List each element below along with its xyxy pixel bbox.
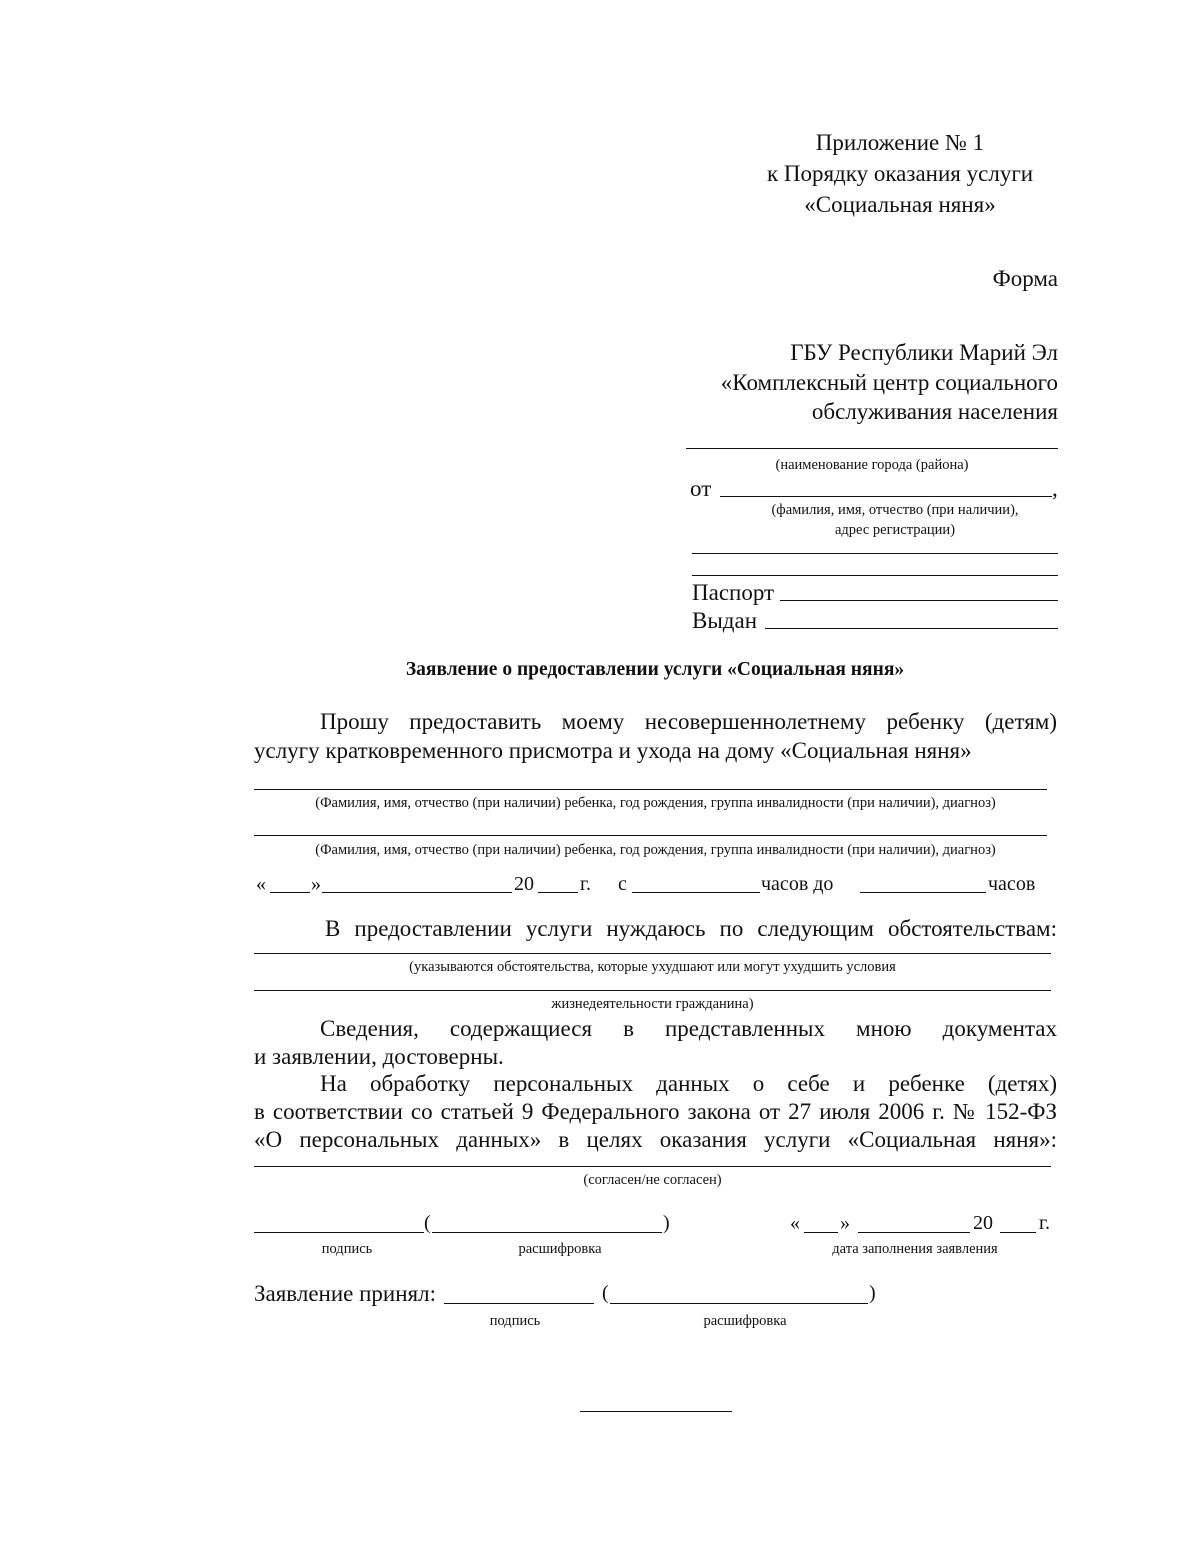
date-open-quote: « (256, 873, 266, 895)
decode-hint: расшифровка (518, 1241, 602, 1257)
circumstances-hint-2: жизнедеятельности гражданина) (551, 996, 754, 1012)
request-line-2: услугу кратковременного присмотра и ухода на дому «Социальная няня» (254, 738, 972, 763)
signature-open-paren: ( (424, 1212, 431, 1234)
appendix-number: Приложение № 1 (815, 130, 985, 155)
appendix-service-name: «Социальная няня» (804, 192, 996, 217)
accepted-signature-line[interactable] (444, 1303, 594, 1304)
child-field-hint-2: (Фамилия, имя, отчество (при наличии) ребенка, год рождения, группа инвалидности (при наличии), диагноз) (315, 842, 996, 858)
hours-until-label: часов до (761, 873, 834, 895)
circumstances-line: В предоставлении услуги нуждаюсь по следующим обстоятельствам: (325, 916, 1057, 941)
accepted-open-paren: ( (602, 1282, 609, 1304)
accepted-signature-hint: подпись (489, 1313, 541, 1329)
closing-separator (580, 1411, 732, 1412)
addressee-line-2: «Комплексный центр социального (720, 370, 1058, 395)
accepted-label: Заявление принял: (254, 1281, 437, 1306)
accepted-decode-hint: расшифровка (703, 1313, 787, 1329)
fill-date-hint: дата заполнения заявления (832, 1241, 998, 1257)
circumstances-field-line-2[interactable] (254, 990, 1051, 991)
applicant-decode-line[interactable] (432, 1232, 662, 1233)
issued-label: Выдан (692, 608, 758, 633)
signature-close-paren: ) (663, 1212, 670, 1234)
passport-label: Паспорт (692, 580, 775, 605)
document-title: Заявление о предоставлении услуги «Социальная няня» (405, 659, 905, 680)
pd-line-2: в соответствии со статьей 9 Федерального закона от 27 июля 2006 г. № 152-ФЗ (254, 1099, 1057, 1124)
year-field-line[interactable] (538, 892, 578, 893)
form-label: Форма (992, 266, 1058, 291)
child-field-line-2[interactable] (254, 835, 1047, 836)
request-line-1: Прошу предоставить моему несовершеннолетнему ребенку (детям) (320, 709, 1057, 734)
child-field-hint-1: (Фамилия, имя, отчество (при наличии) ребенка, год рождения, группа инвалидности (при наличии), диагноз) (315, 795, 996, 811)
pd-line-3: «О персональных данных» в целях оказания услуги «Социальная няня»: (254, 1127, 1057, 1152)
date-close-quote: » (311, 873, 321, 895)
from-label: от (690, 476, 712, 501)
address-field-line-2[interactable] (692, 575, 1058, 576)
applicant-hint-line-2: адрес регистрации) (834, 522, 956, 538)
fill-day-field-line[interactable] (804, 1232, 838, 1233)
applicant-signature-line[interactable] (254, 1232, 424, 1233)
city-field-hint: (наименование города (района) (775, 457, 969, 473)
pd-line-1: На обработку персональных данных о себе и ребенке (детях) (320, 1071, 1057, 1096)
circumstances-hint-1: (указываются обстоятельства, которые ухудшают или могут ухудшить условия (409, 959, 896, 975)
appendix-reference: к Порядку оказания услуги (766, 161, 1034, 186)
day-field-line[interactable] (270, 892, 310, 893)
fill-year-suffix: г. (1039, 1212, 1050, 1234)
reliable-line-1: Сведения, содержащиеся в представленных мною документах (320, 1016, 1057, 1041)
applicant-name-field-line[interactable] (720, 496, 1052, 497)
signature-hint: подпись (321, 1241, 373, 1257)
reliable-line-2: и заявлении, достоверны. (254, 1044, 504, 1069)
passport-field-line[interactable] (780, 600, 1058, 601)
consent-field-line[interactable] (254, 1166, 1051, 1167)
addressee-line-3: обслуживания населения (811, 399, 1058, 424)
end-hour-field-line[interactable] (860, 892, 986, 893)
fill-date-open-quote: « (790, 1212, 800, 1234)
fill-date-close-quote: » (840, 1212, 850, 1234)
from-comma: , (1052, 476, 1058, 501)
circumstances-field-line-1[interactable] (254, 953, 1051, 954)
time-from-label: с (618, 873, 627, 895)
fill-year-field-line[interactable] (1000, 1232, 1036, 1233)
accepted-decode-line[interactable] (610, 1303, 868, 1304)
city-field-line[interactable] (686, 448, 1058, 449)
month-field-line[interactable] (322, 892, 512, 893)
child-field-line-1[interactable] (254, 789, 1047, 790)
accepted-close-paren: ) (869, 1282, 876, 1304)
fill-month-field-line[interactable] (858, 1232, 970, 1233)
year-prefix: 20 (514, 873, 534, 895)
consent-hint: (согласен/не согласен) (583, 1172, 722, 1188)
applicant-hint-line-1: (фамилия, имя, отчество (при наличии), (771, 502, 1019, 518)
fill-year-prefix: 20 (973, 1212, 993, 1234)
issued-field-line[interactable] (765, 628, 1058, 629)
year-suffix: г. (580, 873, 591, 895)
address-field-line-1[interactable] (692, 553, 1058, 554)
start-hour-field-line[interactable] (632, 892, 760, 893)
hours-end-label: часов (988, 873, 1036, 895)
addressee-line-1: ГБУ Республики Марий Эл (790, 340, 1058, 365)
